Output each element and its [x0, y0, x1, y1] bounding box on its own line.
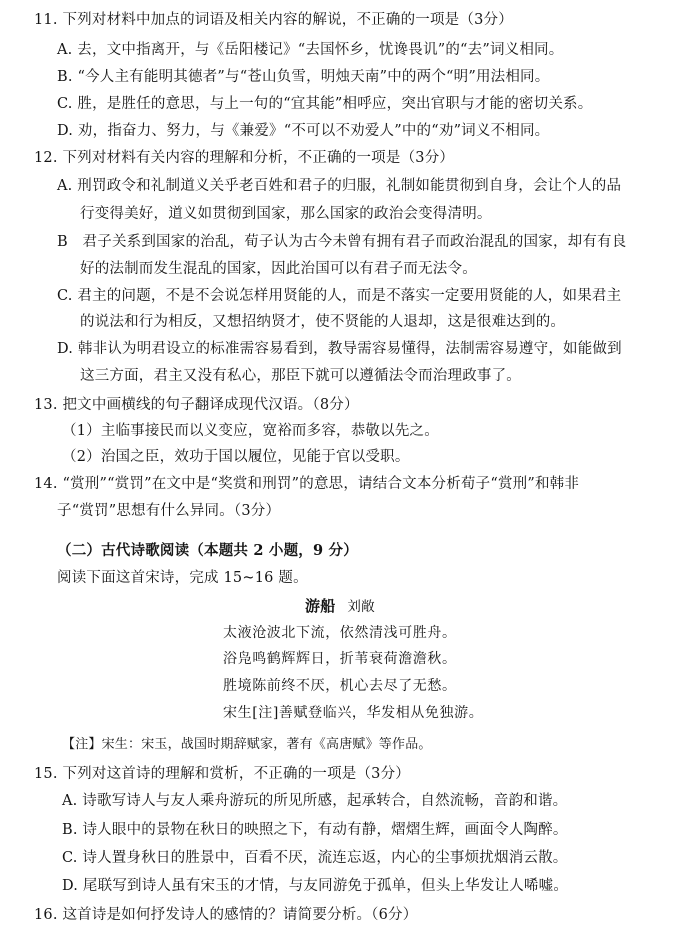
q13-item-1: （1）主临事接民而以义变应，宽裕而多容，恭敬以先之。: [62, 423, 439, 439]
q12-option-b-line1: B 君子关系到国家的治乱，荀子认为古今未曾有拥有君子而政治混乱的国家，却有有良: [57, 234, 627, 250]
q11-option-c: C. 胜，是胜任的意思，与上一句的“宜其能”相呼应，突出官职与才能的密切关系。: [57, 96, 593, 112]
poem-line-1: 太液沧波北下流，依然清浅可胜舟。: [223, 625, 457, 641]
poem-author: 刘敞: [347, 599, 375, 615]
poem-line-4: 宋生[注]善赋登临兴，华发相从免独游。: [223, 705, 484, 721]
poem-line-2: 浴凫鸣鹤辉辉日，折苇衰荷澹澹秋。: [223, 651, 457, 667]
poem-note: 【注】宋生：宋玉，战国时期辞赋家，著有《高唐赋》等作品。: [62, 737, 432, 752]
poem-line-3: 胜境陈前终不厌，机心去尽了无愁。: [223, 678, 457, 694]
q14-line1: 14. “赏刑”“赏罚”在文中是“奖赏和刑罚”的意思，请结合文本分析荀子“赏刑”和韩非: [34, 476, 580, 492]
section-instruction: 阅读下面这首宋诗，完成 15~16 题。: [57, 570, 308, 586]
q15-option-c: C. 诗人置身秋日的胜景中，百看不厌，流连忘返，内心的尘事烦扰烟消云散。: [62, 850, 568, 866]
q15-option-d: D. 尾联写到诗人虽有宋玉的才情，与友同游免于孤单，但头上华发让人唏嘘。: [62, 878, 569, 894]
q11-option-a: A. 去，文中指离开，与《岳阳楼记》“去国怀乡，忧谗畏讥”的“去”词义相同。: [57, 42, 564, 58]
q12-option-a-line2: 行变得美好，道义如贯彻到国家，那么国家的政治会变得清明。: [80, 206, 492, 222]
q15-stem: 15. 下列对这首诗的理解和赏析，不正确的一项是（3分）: [34, 766, 410, 782]
q12-option-a-line1: A. 刑罚政令和礼制道义关乎老百姓和君子的归服，礼制如能贯彻到自身，会让个人的品: [57, 178, 622, 194]
poem-title: 游船: [305, 597, 336, 615]
q12-option-c-line1: C. 君主的问题，不是不会说怎样用贤能的人，而是不落实一定要用贤能的人，如果君主: [57, 288, 622, 304]
q13-item-2: （2）治国之臣，效功于国以履位，见能于官以受职。: [62, 449, 410, 465]
q12-option-b-line2: 好的法制而发生混乱的国家，因此治国可以有君子而无法令。: [80, 261, 477, 277]
q11-stem: 11. 下列对材料中加点的词语及相关内容的解说，不正确的一项是（3分）: [34, 12, 513, 28]
q12-option-d-line1: D. 韩非认为明君设立的标准需容易看到，教导需容易懂得，法制需容易遵守，如能做到: [57, 341, 622, 357]
q12-stem: 12. 下列对材料有关内容的理解和分析，不正确的一项是（3分）: [34, 150, 455, 166]
q12-option-d-line2: 这三方面，君主又没有私心，那臣下就可以遵循法令而治理政事了。: [80, 368, 521, 384]
q12-option-c-line2: 的说法和行为相反，又想招纳贤才，使不贤能的人退却，这是很难达到的。: [80, 314, 566, 330]
q15-option-b: B. 诗人眼中的景物在秋日的映照之下，有动有静，熠熠生辉，画面令人陶醉。: [62, 822, 568, 838]
q15-option-a: A. 诗歌写诗人与友人乘舟游玩的所见所感，起承转合，自然流畅，音韵和谐。: [62, 793, 568, 809]
section-heading: （二）古代诗歌阅读（本题共 2 小题，9 分）: [57, 542, 358, 559]
q13-stem: 13. 把文中画横线的句子翻译成现代汉语。（8分）: [34, 397, 359, 413]
q16-stem: 16. 这首诗是如何抒发诗人的感情的？请简要分析。（6分）: [34, 907, 418, 923]
poem-heading: [305, 597, 375, 616]
q11-option-d: D. 劝，指奋力、努力，与《兼爱》“不可以不劝爱人”中的“劝”词义不相同。: [57, 123, 550, 139]
q14-line2: 子“赏罚”思想有什么异同。（3分）: [57, 503, 281, 519]
q11-option-b: B. “今人主有能明其德者”与“苍山负雪，明烛天南”中的两个“明”用法相同。: [57, 69, 550, 85]
